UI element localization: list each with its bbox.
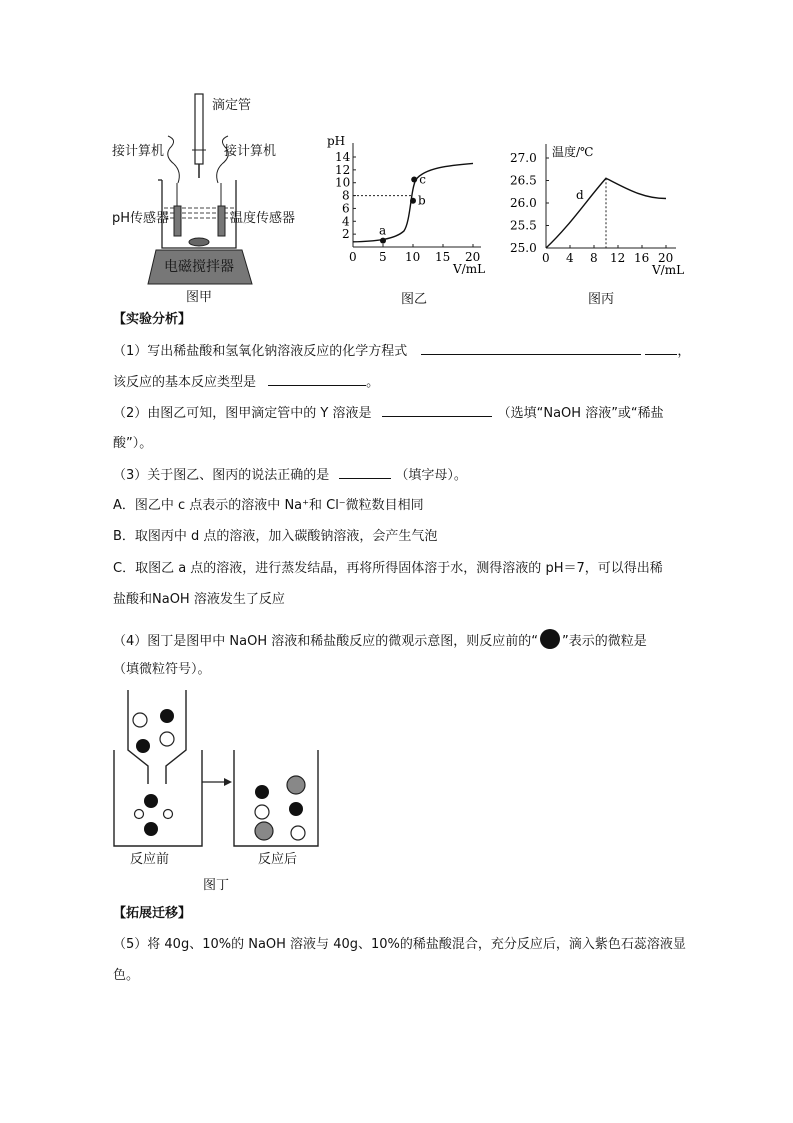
question-5-line-1: （5）将 40g、10%的 NaOH 溶液与 40g、10%的稀盐酸混合，充分反应后，滴入紫色石蕊溶液显	[113, 937, 686, 952]
figure-bing-caption: 图丙	[588, 292, 615, 307]
temperature-chart	[510, 136, 685, 286]
y-tick-label: 4	[342, 214, 350, 229]
y-tick-label: 10	[335, 175, 351, 190]
x-tick-label: 15	[435, 250, 451, 264]
question-1-line-1: （1）写出稀盐酸和氢氧化钠溶液反应的化学方程式 ，	[113, 344, 691, 359]
stirrer-label: 电磁搅拌器	[164, 259, 234, 275]
right-computer-label: 接计算机	[224, 144, 277, 159]
question-3-hint: （填字母）。	[395, 468, 467, 483]
question-1-type-text: 该反应的基本反应类型是	[113, 375, 257, 390]
temperature-curve	[546, 178, 666, 248]
temp-sensor-label: 温度传感器	[230, 211, 296, 226]
figure-ding	[108, 688, 328, 893]
micro-reaction-diagram	[108, 688, 328, 858]
left-computer-label: 接计算机	[112, 144, 165, 159]
before-label: 反应前	[130, 852, 170, 867]
y-tick-label: 6	[342, 201, 350, 216]
x-tick-label: 20	[658, 251, 674, 265]
data-point-a	[380, 238, 386, 244]
burette-label: 滴定管	[212, 98, 252, 113]
option-c-line-1: C．取图乙 a 点的溶液，进行蒸发结晶，再将所得固体溶于水，测得溶液的 pH＝7，可以得出稀	[113, 561, 663, 576]
y-tick-label: 25.5	[510, 218, 537, 233]
x-tick-label: 20	[465, 250, 481, 264]
answer-blank-2[interactable]	[382, 404, 492, 417]
x-axis-label: V/mL	[652, 263, 685, 277]
ph-chart	[325, 125, 490, 285]
data-point-label-b: b	[418, 193, 426, 208]
data-point-label-c: c	[419, 172, 426, 187]
figure-yi-caption: 图乙	[401, 292, 428, 307]
answer-blank-3[interactable]	[339, 466, 391, 479]
section-title-analysis: 【实验分析】	[113, 312, 192, 327]
answer-blank-1a[interactable]	[421, 342, 641, 355]
x-tick-label: 4	[566, 251, 574, 265]
x-axis-label: V/mL	[453, 262, 486, 276]
ph-sensor-label: pH传感器	[112, 211, 170, 226]
x-tick-label: 16	[634, 251, 650, 265]
question-2-line-2: 酸”）。	[113, 436, 153, 451]
y-axis-label: pH	[327, 134, 346, 148]
section-title-extension: 【拓展迁移】	[113, 906, 192, 921]
x-tick-label: 10	[405, 250, 421, 264]
x-tick-label: 8	[590, 251, 598, 265]
y-tick-label: 12	[335, 162, 351, 177]
data-point-label-d: d	[576, 188, 584, 202]
question-4-line-2: （填微粒符号）。	[113, 662, 211, 677]
y-tick-label: 2	[342, 227, 350, 242]
y-tick-label: 26.5	[510, 173, 537, 188]
y-tick-label: 8	[342, 188, 350, 203]
option-b: B．取图丙中 d 点的溶液，加入碳酸钠溶液，会产生气泡	[113, 529, 438, 544]
black-particle-icon	[540, 629, 560, 649]
x-tick-label: 0	[542, 251, 550, 265]
x-tick-label: 12	[610, 251, 626, 265]
data-point-b	[410, 198, 416, 204]
question-2-text: （2）由图乙可知，图甲滴定管中的 Y 溶液是	[113, 406, 372, 421]
question-5-line-2: 色。	[113, 968, 140, 983]
answer-blank-1b[interactable]	[645, 342, 677, 355]
y-tick-label: 25.0	[510, 241, 537, 255]
question-4-text: （4）图丁是图甲中 NaOH 溶液和稀盐酸反应的微观示意图，则反应前的“	[113, 634, 538, 649]
option-c-line-2: 盐酸和NaOH 溶液发生了反应	[113, 592, 285, 607]
figure-bing	[510, 136, 685, 306]
question-4-suffix: ”表示的微粒是	[561, 634, 647, 649]
question-3-text: （3）关于图乙、图丙的说法正确的是	[113, 468, 330, 483]
figure-ding-caption: 图丁	[203, 878, 230, 893]
question-4-line-1	[113, 629, 647, 651]
answer-blank-1c[interactable]	[268, 373, 366, 386]
option-a: A．图乙中 c 点表示的溶液中 Na⁺和 Cl⁻微粒数目相同	[113, 498, 424, 513]
question-1-text: （1）写出稀盐酸和氢氧化钠溶液反应的化学方程式	[113, 344, 408, 359]
y-tick-label: 14	[335, 150, 351, 164]
x-tick-label: 5	[379, 250, 387, 264]
data-point-c	[411, 177, 417, 183]
question-2-line-1	[113, 404, 664, 423]
figure-jia	[112, 88, 317, 303]
figure-jia-caption: 图甲	[186, 290, 213, 305]
x-tick-label: 0	[349, 250, 357, 264]
question-2-hint: （选填“NaOH 溶液”或“稀盐	[497, 406, 664, 421]
y-tick-label: 26.0	[510, 196, 537, 210]
question-3-line	[113, 466, 467, 485]
figure-yi	[325, 125, 485, 305]
y-tick-label: 27.0	[510, 151, 537, 165]
y-axis-label: 温度/℃	[552, 145, 594, 159]
after-label: 反应后	[258, 852, 298, 867]
data-point-label-a: a	[379, 223, 387, 238]
question-1-line-2: 该反应的基本反应类型是 。	[113, 375, 380, 390]
